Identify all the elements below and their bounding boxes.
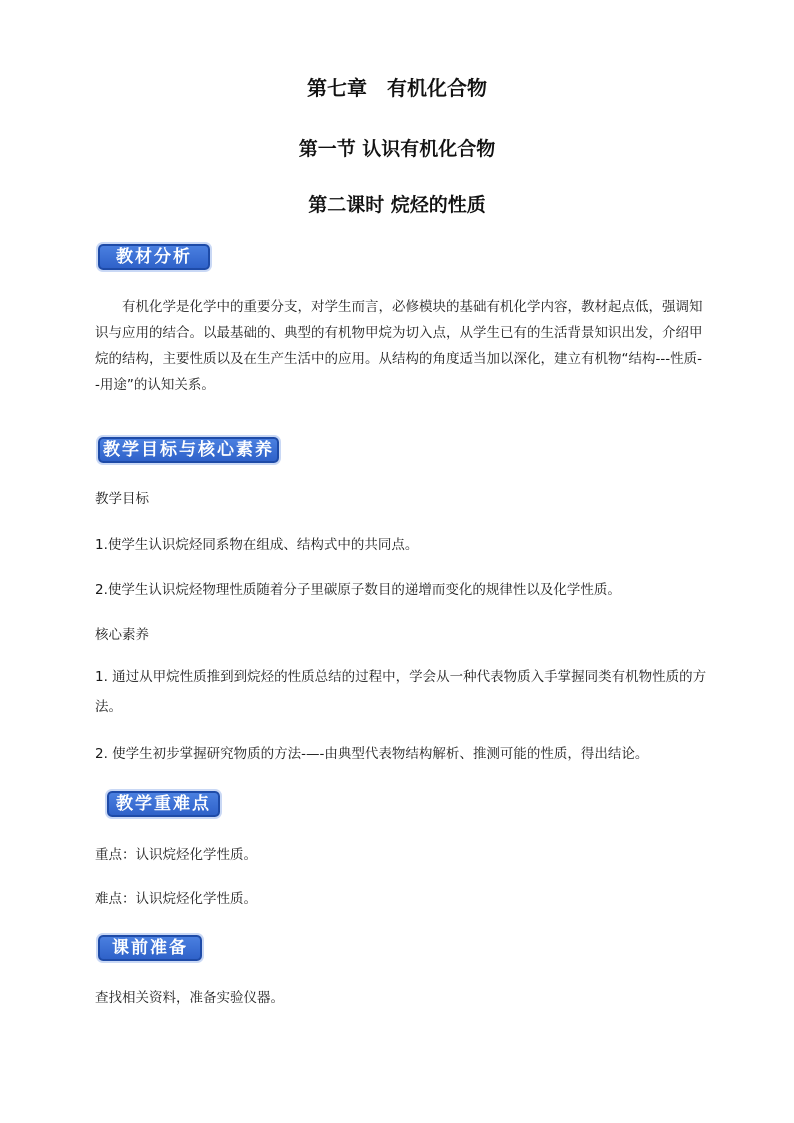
preparation-badge: 课前准备: [98, 935, 202, 961]
section-title: 第一节 认识有机化合物: [298, 138, 496, 160]
goals-badge: 教学目标与核心素养: [98, 437, 279, 463]
literacy-heading: 核心素养: [95, 627, 149, 643]
literacy-item-2: 2. 使学生初步掌握研究物质的方法-—-由典型代表物结构解析、推测可能的性质，得出结论。: [95, 746, 649, 762]
lesson-title: 第二课时 烷烃的性质: [308, 194, 486, 216]
difficulty-text: 难点：认识烷烃化学性质。: [95, 891, 257, 907]
chapter-title: 第七章 有机化合物: [307, 76, 487, 100]
objective-item-1: 1.使学生认识烷烃同系物在组成、结构式中的共同点。: [95, 537, 419, 553]
objective-item-2: 2.使学生认识烷烃物理性质随着分子里碳原子数目的递增而变化的规律性以及化学性质。: [95, 582, 621, 598]
preparation-text: 查找相关资料，准备实验仪器。: [95, 990, 284, 1006]
focus-text: 重点：认识烷烃化学性质。: [95, 847, 257, 863]
key-points-badge: 教学重难点: [107, 791, 220, 817]
analysis-badge: 教材分析: [98, 244, 210, 270]
objectives-heading: 教学目标: [95, 491, 149, 507]
literacy-item-1: 1. 通过从甲烷性质推到到烷烃的性质总结的过程中，学会从一种代表物质入手掌握同类有机物性质的方法。: [95, 669, 707, 715]
analysis-paragraph: 有机化学是化学中的重要分支，对学生而言，必修模块的基础有机化学内容，教材起点低，强调知识与应用的结合。以最基础的、典型的有机物甲烷为切入点，从学生已有的生活背景知识出发，介绍甲烷的结构，主要性质以及在生产生活中的应用。从结构的角度适当加以深化，建立有机物“结构---性质--用途”的认知关系。: [95, 299, 703, 393]
